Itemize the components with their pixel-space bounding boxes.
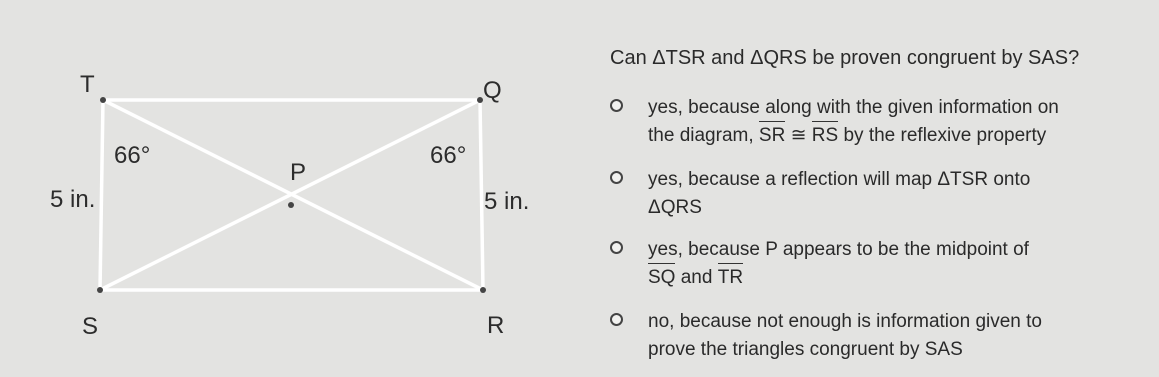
option-midpoint-line2 [648,267,743,288]
side-qr [480,100,483,290]
segment-sr: SR [759,122,785,150]
segment-sq: SQ [648,264,675,292]
angle-label-q: 66° [430,142,467,169]
segment-rs: RS [812,122,838,150]
option-reflexive-radio[interactable] [610,99,623,112]
vertex-t-dot [100,97,106,103]
point-p-dot [288,202,294,208]
label-t: T [80,71,95,98]
label-q: Q [483,77,502,104]
side-label-ts: 5 in. [50,186,96,213]
side-label-qr: 5 in. [484,188,530,215]
option-not-enough-info-line1: no, because not enough is information given to [648,311,1042,332]
option-midpoint-radio[interactable] [610,241,623,254]
label-s: S [82,313,99,340]
option-not-enough-info-radio[interactable] [610,313,623,326]
question-text: Can ΔTSR and ΔQRS be proven congruent by SAS? [610,47,1080,69]
option-not-enough-info-text [648,308,1158,364]
label-p: P [290,159,307,186]
congruent-symbol: ≅ [785,125,812,146]
option-reflection-radio[interactable] [610,171,623,184]
option-reflexive-prefix: the diagram, [648,125,759,146]
vertex-r-dot [480,287,486,293]
option-reflexive-text [648,94,1158,150]
segment-tr: TR [718,264,743,292]
option-reflection-line1: yes, because a reflection will map ΔTSR onto [648,169,1031,190]
option-midpoint-line1: yes, because P appears to be the midpoint of [648,239,1029,260]
option-reflexive-suffix: by the reflexive property [838,125,1047,146]
option-midpoint-and: and [675,267,718,288]
option-not-enough-info-line2: prove the triangles congruent by SAS [648,339,963,360]
option-reflexive-line1: yes, because along with the given information on [648,97,1059,118]
vertex-s-dot [97,287,103,293]
option-reflection-text [648,166,1158,222]
option-reflexive-line2 [648,125,1046,146]
angle-label-t: 66° [114,142,151,169]
side-ts [100,100,103,290]
label-r: R [487,312,505,339]
option-midpoint-text [648,236,1158,292]
option-reflection-line2: ΔQRS [648,197,702,218]
